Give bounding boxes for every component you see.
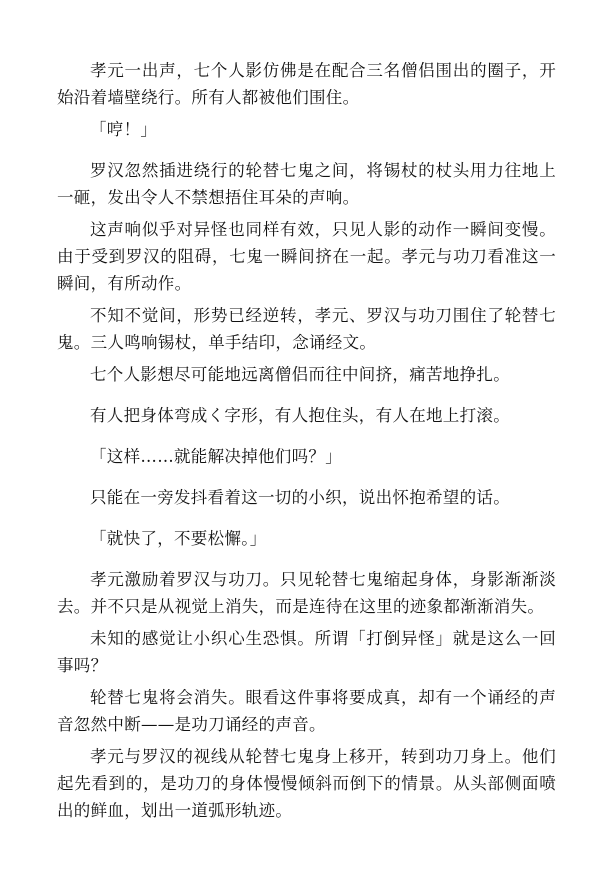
paragraph-3: 罗汉忽然插进绕行的轮替七鬼之间，将锡杖的杖头用力往地上一砸，发出令人不禁想捂住耳朵的声响。 (57, 161, 556, 207)
paragraph-2: 「哼！」 (90, 120, 158, 139)
paragraph-7: 有人把身体弯成く字形，有人抱住头，有人在地上打滚。 (90, 406, 510, 425)
paragraph-5: 不知不觉间，形势已经逆转，孝元、罗汉与功刀围住了轮替七鬼。三人鸣响锡杖，单手结印，念诵经文。 (57, 306, 556, 352)
paragraph-6: 七个人影想尽可能地远离僧侣而往中间挤，痛苦地挣扎。 (90, 365, 510, 384)
paragraph-14: 孝元与罗汉的视线从轮替七鬼身上移开，转到功刀身上。他们起先看到的，是功刀的身体慢慢倾斜而倒下的情景。从头部侧面喷出的鲜血，划出一道弧形轨迹。 (57, 747, 556, 820)
paragraph-1: 孝元一出声，七个人影仿佛是在配合三名僧侣围出的圈子，开始沿着墙壁绕行。所有人都被他们围住。 (57, 61, 556, 107)
paragraph-8: 「这样……就能解决掉他们吗？」 (90, 447, 342, 466)
paragraph-11: 孝元激励着罗汉与功刀。只见轮替七鬼缩起身体，身影渐渐淡去。并不只是从视觉上消失，而是连待在这里的迹象都渐渐消失。 (57, 570, 556, 616)
novel-page (57, 0, 556, 869)
paragraph-12: 未知的感觉让小织心生恐惧。所谓「打倒异怪」就是这么一回事吗？ (57, 629, 556, 675)
paragraph-4: 这声响似乎对异怪也同样有效，只见人影的动作一瞬间变慢。由于受到罗汉的阻碍，七鬼一瞬间挤在一起。孝元与功刀看准这一瞬间，有所动作。 (57, 220, 556, 293)
paragraph-9: 只能在一旁发抖看着这一切的小织，说出怀抱希望的话。 (90, 488, 510, 507)
paragraph-10: 「就快了，不要松懈。」 (90, 529, 267, 548)
paragraph-13: 轮替七鬼将会消失。眼看这件事将要成真，却有一个诵经的声音忽然中断——是功刀诵经的声音。 (57, 688, 556, 734)
